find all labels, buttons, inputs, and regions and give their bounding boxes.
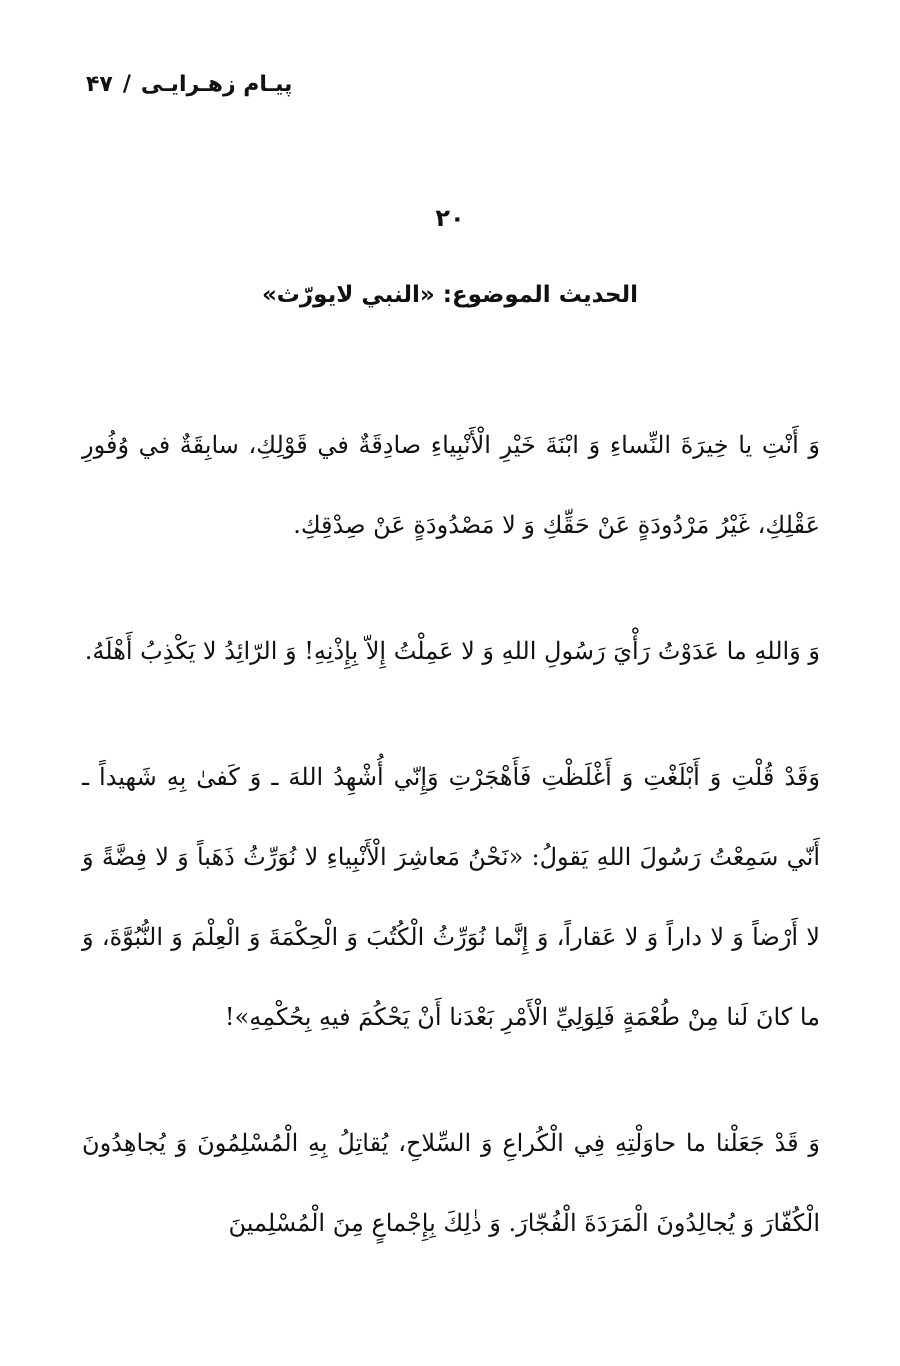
paragraph: وَ قَدْ جَعَلْنا ما حاوَلْتِهِ فِي الْكُراعِ وَ السِّلاحِ، يُقاتِلُ بِهِ الْمُسْلِمُونَ وَ يُجاهِدُونَ الْكُفّارَ وَ يُجالِدُونَ الْمَرَدَةَ الْفُجّارَ. وَ ذٰلِكَ بِإِجْماعٍ مِنَ الْمُسْلِمينَ	[82, 1129, 820, 1237]
book-title: پیـام زهـرایـی	[140, 72, 293, 97]
header-separator: /	[122, 72, 131, 97]
page-number: ۴۷	[86, 72, 113, 97]
paragraph: وَقَدْ قُلْتِ وَ أَبْلَغْتِ وَ أَغْلَظْتِ فَأَهْجَرْتِ وَإِنّي أُشْهِدُ اللهَ ـ وَ كَفىٰ بِهِ شَهيداً ـ أَنّي سَمِعْتُ رَسُولَ اللهِ يَقولُ: «نَحْنُ مَعاشِرَ الْأَنْبِياءِ لا نُوَرِّثُ ذَهَباً وَ لا فِضَّةً وَ لا أَرْضاً وَ لا داراً وَ لا عَقاراً، وَ إِنَّما نُوَرِّثُ الْكُتُبَ وَ الْحِكْمَةَ وَ الْعِلْمَ وَ النُّبُوَّةَ، وَ ما كانَ لَنا مِنْ طُعْمَةٍ فَلِوَلِيِّ الْأَمْرِ بَعْدَنا أَنْ يَحْكُمَ فيهِ بِحُكْمِهِ»!	[82, 763, 820, 1031]
paragraph: وَ وَاللهِ ما عَدَوْتُ رَأْيَ رَسُولِ اللهِ وَ لا عَمِلْتُ إِلاّ بِإِذْنِهِ! وَ الرّائِدُ لا يَكْذِبُ أَهْلَهُ.	[84, 637, 820, 665]
section-number: ۲۰	[435, 204, 465, 232]
paragraph: وَ أَنْتِ يا خِيرَةَ النِّساءِ وَ ابْنَةَ خَيْرِ الْأَنْبِياءِ صادِقَةٌ في قَوْلِكِ، سابِقَةٌ في وُفُورِ عَقْلِكِ، غَيْرُ مَرْدُودَةٍ عَنْ حَقِّكِ وَ لا مَصْدُودَةٍ عَنْ صِدْقِكِ.	[82, 431, 820, 539]
running-header	[86, 72, 292, 97]
section-title: الحدیث الموضوع: «النبي لایورّث»	[261, 282, 639, 308]
body-text	[82, 405, 820, 1309]
